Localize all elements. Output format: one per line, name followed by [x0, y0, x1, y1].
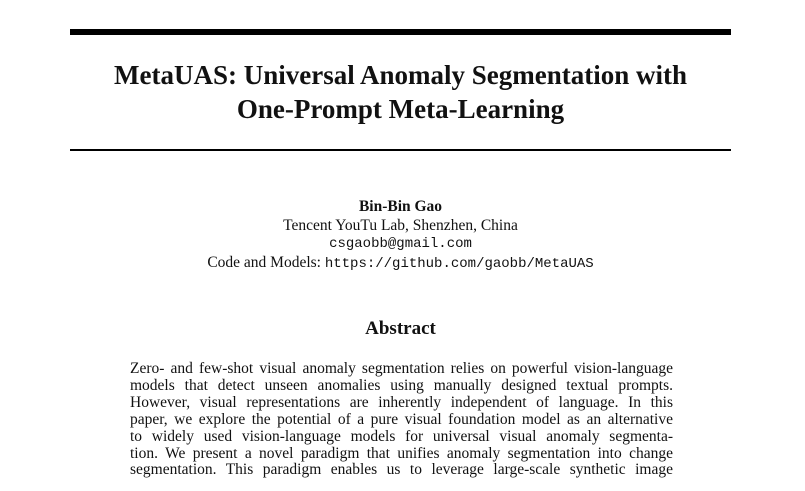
title-line-2: One-Prompt Meta-Learning: [236, 94, 565, 124]
top-rule: [70, 29, 731, 35]
author-block: [40, 198, 761, 273]
abstract-heading: Abstract: [365, 318, 436, 339]
paper-title: [40, 58, 761, 126]
author-email[interactable]: csgaobb@gmail.com: [329, 236, 472, 252]
code-line: [40, 254, 761, 274]
code-label: Code and Models:: [207, 253, 321, 271]
abstract-line: However, visual representations are inherently independent of language. In this: [130, 393, 673, 411]
title-line-1: MetaUAS: Universal Anomaly Segmentation with: [114, 60, 687, 90]
bottom-rule: [70, 149, 731, 151]
abstract-line: Zero- and few-shot visual anomaly segmentation relies on powerful vision-language: [130, 360, 673, 377]
abstract-line: tion. We present a novel paradigm that unifies anomaly segmentation into change: [130, 444, 673, 462]
abstract-line: models that detect unseen anomalies using manually designed textual prompts.: [130, 376, 673, 394]
abstract-body: [130, 361, 673, 479]
abstract-line: segmentation. This paradigm enables us to leverage large-scale synthetic image: [130, 461, 673, 479]
abstract-line: paper, we explore the potential of a pure visual foundation model as an alternative: [130, 410, 673, 428]
author-affiliation: Tencent YouTu Lab, Shenzhen, China: [283, 216, 518, 234]
abstract-line: to widely used vision-language models for universal visual anomaly segmenta-: [130, 427, 673, 445]
author-name: Bin-Bin Gao: [358, 198, 443, 215]
code-url-link[interactable]: https://github.com/gaobb/MetaUAS: [324, 255, 594, 272]
